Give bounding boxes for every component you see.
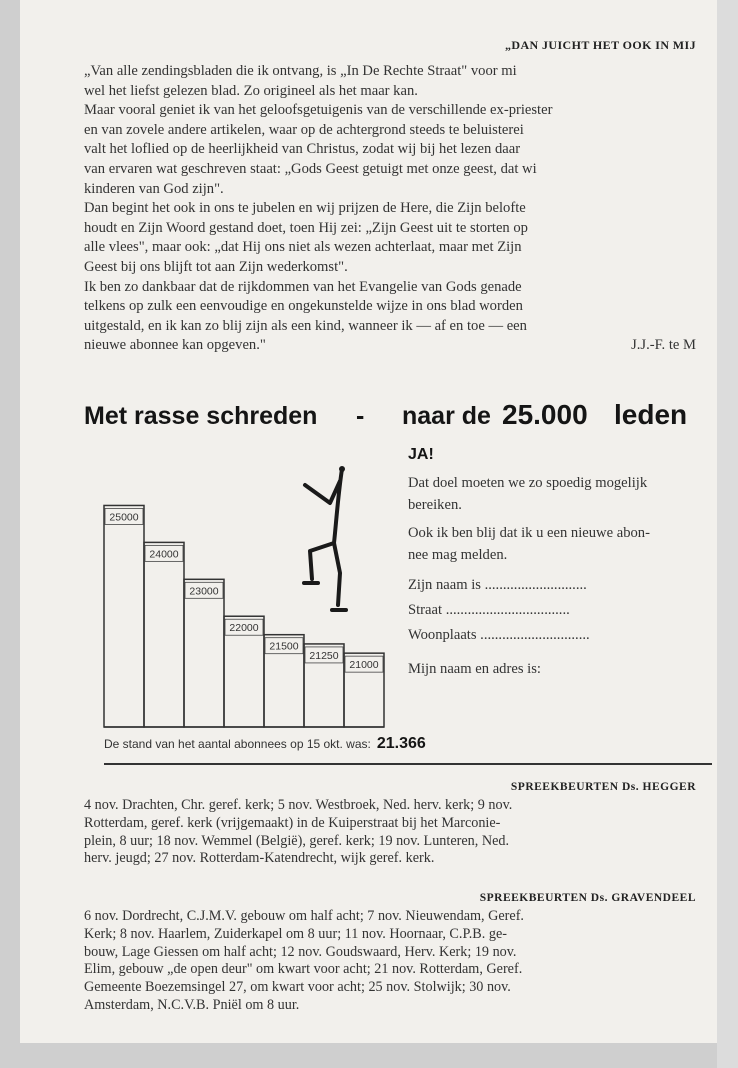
article-line: nieuwe abonnee kan opgeven." bbox=[84, 337, 266, 354]
article-line: Ik ben zo dankbaar dat de rijkdommen van het Evangelie van Gods genade bbox=[84, 278, 522, 295]
count-label: De stand van het aantal abonnees op 15 okt. was: bbox=[104, 737, 371, 751]
hegger-line: plein, 8 uur; 18 nov. Wemmel (België), geref. kerk; 19 nov. Lunteren, Ned. bbox=[84, 832, 510, 849]
article-line: wel het liefst gelezen blad. Zo origineel als het maar kan. bbox=[84, 82, 418, 99]
signature: J.J.-F. te M bbox=[631, 337, 696, 354]
article-line: en van zovele andere artikelen, waar op de achtergrond steeds te beluisterei bbox=[84, 121, 524, 138]
ja-heading: JA! bbox=[408, 446, 434, 463]
hegger-line: herv. jeugd; 27 nov. Rotterdam-Katendrecht, wijk geref. kerk. bbox=[84, 850, 435, 867]
form-line: Dat doel moeten we zo spoedig mogelijk bbox=[408, 475, 648, 491]
gravendeel-line: bouw, Lage Giessen om half acht; 12 nov. Goudswaard, Herv. Kerk; 19 nov. bbox=[84, 943, 517, 960]
chart-bar bbox=[104, 505, 144, 727]
article-line: Dan begint het ook in ons te jubelen en wij prijzen de Here, die Zijn belofte bbox=[84, 200, 526, 217]
count-value: 21.366 bbox=[376, 735, 426, 752]
chart-bar bbox=[184, 579, 224, 727]
article-line: uitgestald, en ik kan zo blij zijn als een kind, wanneer ik — af en toe — een bbox=[84, 317, 527, 334]
banner bbox=[84, 402, 714, 438]
article-line: kinderen van God zijn". bbox=[84, 180, 224, 197]
chart-bar-label: 22000 bbox=[229, 622, 259, 635]
chart-bars bbox=[104, 505, 384, 727]
gravendeel-line: Gemeente Boezemsingel 27, om kwart voor acht; 25 nov. Stolwijk; 30 nov. bbox=[84, 979, 511, 996]
signup-form bbox=[408, 472, 714, 680]
subscriber-chart bbox=[100, 455, 390, 730]
chart-bar-label: 21250 bbox=[309, 649, 339, 662]
form-line: bereiken. bbox=[408, 497, 462, 513]
form-line: nee mag melden. bbox=[408, 547, 508, 563]
gravendeel-body bbox=[84, 908, 696, 1015]
article-line: telkens op zulk een eenvoudige en ongekunstelde wijze in ons blad worden bbox=[84, 298, 523, 315]
article-line-last bbox=[84, 336, 696, 356]
hegger-line: 4 nov. Drachten, Chr. geref. kerk; 5 nov. Westbroek, Ned. herv. kerk; 9 nov. bbox=[84, 797, 513, 813]
chart-bar bbox=[144, 542, 184, 727]
gravendeel-line: 6 nov. Dordrecht, C.J.M.V. gebouw om half acht; 7 nov. Nieuwendam, Geref. bbox=[84, 908, 524, 924]
town-field[interactable]: Woonplaats .............................. bbox=[408, 627, 590, 643]
name-field[interactable]: Zijn naam is ............................ bbox=[408, 577, 587, 593]
divider bbox=[104, 763, 712, 765]
banner-number: 25.000 bbox=[502, 402, 588, 430]
article-line: Maar vooral geniet ik van het geloofsgetuigenis van de verschillende ex-priester bbox=[84, 102, 553, 119]
banner-right-suffix: leden bbox=[614, 402, 688, 430]
article-line: valt het loflied op de heerlijkheid van Christus, zodat wij bij het lezen daar bbox=[84, 141, 521, 158]
hegger-line: Rotterdam, geref. kerk (vrijgemaakt) in de Kuiperstraat bij het Marconie- bbox=[84, 814, 501, 831]
page-edge bbox=[717, 0, 738, 1068]
own-address-field[interactable]: Mijn naam en adres is: bbox=[408, 661, 541, 677]
hegger-body bbox=[84, 797, 696, 868]
hegger-heading: SPREEKBEURTEN Ds. HEGGER bbox=[510, 781, 696, 793]
article-line: van ervaren wat geschreven staat: „Gods Geest getuigt met onze geest, dat wi bbox=[84, 160, 537, 177]
gravendeel-line: Amsterdam, N.C.V.B. Pniël om 8 uur. bbox=[84, 996, 300, 1013]
banner-left: Met rasse schreden bbox=[84, 402, 318, 430]
article-heading: „DAN JUICHT HET OOK IN MIJ bbox=[505, 38, 696, 52]
article-line: „Van alle zendingsbladen die ik ontvang, is „In De Rechte Straat" voor mi bbox=[84, 63, 517, 79]
stick-figure-icon bbox=[304, 466, 346, 610]
article-line: Geest bij ons blijft tot aan Zijn wederkomst". bbox=[84, 258, 348, 275]
form-line: Ook ik ben blij dat ik u een nieuwe abon- bbox=[408, 525, 650, 541]
banner-dash: - bbox=[356, 402, 365, 430]
chart-bar-label: 21500 bbox=[269, 640, 299, 653]
gravendeel-line: Kerk; 8 nov. Haarlem, Zuiderkapel om 8 uur; 11 nov. Hoornaar, C.P.B. ge- bbox=[84, 925, 507, 942]
subscriber-count bbox=[104, 735, 426, 753]
gravendeel-line: Elim, gebouw „de open deur" om kwart voor acht; 21 nov. Rotterdam, Geref. bbox=[84, 961, 523, 978]
chart-bar-label: 23000 bbox=[189, 585, 219, 598]
gravendeel-heading: SPREEKBEURTEN Ds. GRAVENDEEL bbox=[479, 892, 696, 904]
article-body bbox=[84, 62, 696, 356]
chart-bar-label: 21000 bbox=[349, 659, 379, 672]
banner-right-prefix: naar de bbox=[402, 402, 491, 430]
article-line: houdt en Zijn Woord gestand doet, toen Hij zei: „Zijn Geest uit te storten op bbox=[84, 219, 528, 236]
street-field[interactable]: Straat .................................. bbox=[408, 602, 570, 618]
chart-bar-label: 24000 bbox=[149, 548, 179, 561]
article-line: alle vlees", maar ook: „dat Hij ons niet als wezen achterlaat, maar met Zijn bbox=[84, 239, 522, 256]
chart-bar-label: 25000 bbox=[109, 511, 139, 524]
